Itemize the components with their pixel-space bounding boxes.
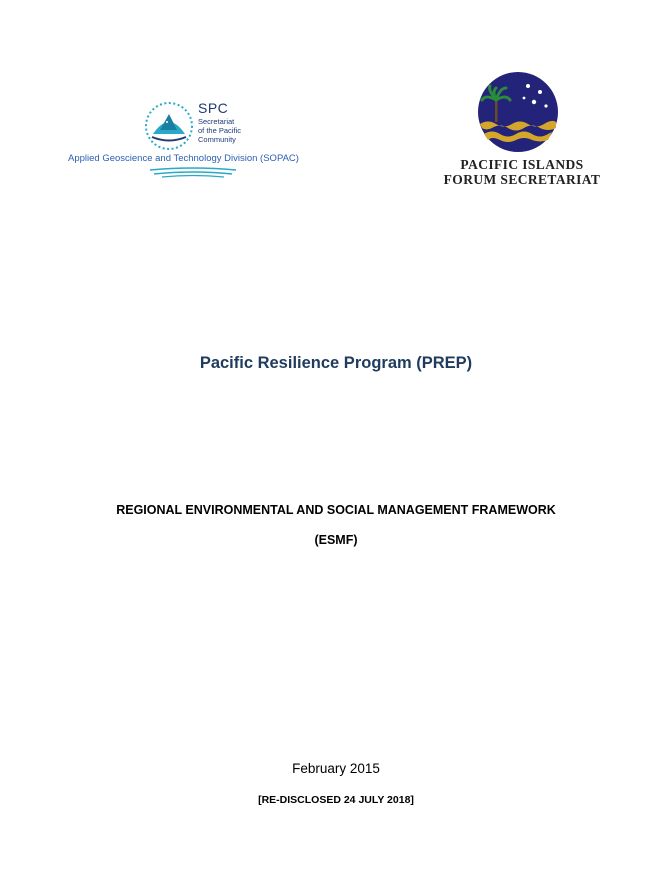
waves-icon (148, 166, 238, 178)
document-date: February 2015 (292, 761, 380, 776)
forum-secretariat-logo (426, 70, 618, 190)
spc-logo (66, 98, 326, 180)
program-title: Pacific Resilience Program (PREP) (199, 354, 473, 372)
spc-division-name: Applied Geoscience and Technology Division (SOPAC) (68, 153, 299, 164)
spc-name-line-1: Secretariat (198, 117, 235, 126)
forum-name-line-2: FORUM SECRETARIAT (443, 172, 601, 187)
spc-acronym: SPC (198, 100, 229, 116)
framework-title: REGIONAL ENVIRONMENTAL AND SOCIAL MANAGEMENT FRAMEWORK (116, 503, 556, 517)
spc-name-line-3: Community (198, 135, 236, 144)
redisclosure-note: [RE-DISCLOSED 24 JULY 2018] (258, 794, 414, 806)
canoe-sail-icon (143, 100, 195, 152)
spc-name-line-2: of the Pacific (198, 126, 241, 135)
framework-abbreviation: (ESMF) (314, 533, 358, 547)
forum-name-line-1: PACIFIC ISLANDS (460, 157, 584, 172)
palm-stars-emblem-icon (476, 70, 560, 154)
